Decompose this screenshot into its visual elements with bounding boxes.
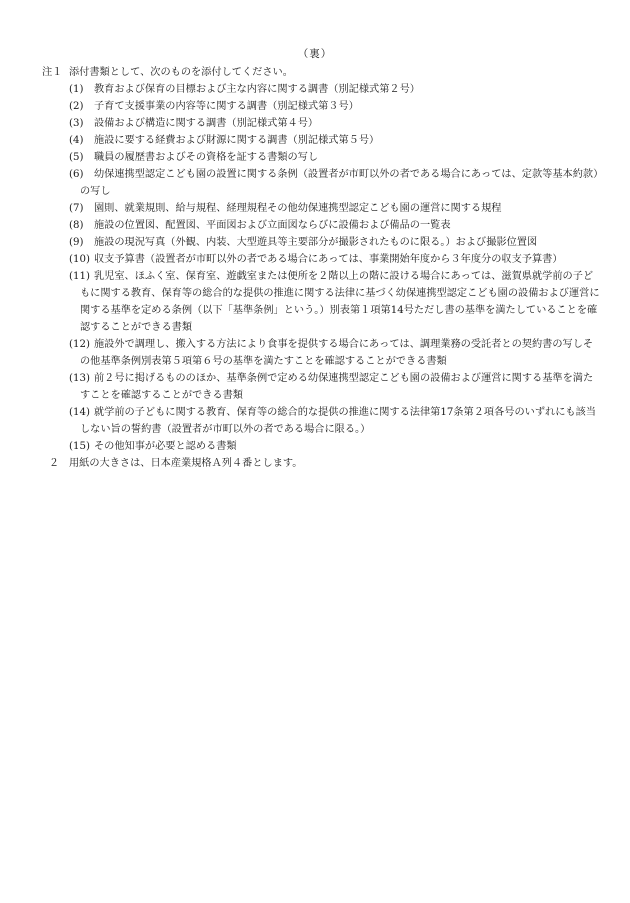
attachment-item xyxy=(42,268,602,336)
item-text: 施設に要する経費および財源に関する調書（別記様式第５号） xyxy=(94,135,380,146)
item-text: 施設の現況写真（外観、内装、大型遊具等主要部分が撮影されたものに限る。）および撮影位置図 xyxy=(94,237,538,248)
attachment-item xyxy=(42,200,602,217)
item-number: (4) xyxy=(69,135,84,146)
attachment-item xyxy=(42,98,602,115)
attachment-item xyxy=(42,81,602,98)
item-text: 前２号に掲げるもののほか、基準条例で定める幼保連携型認定こども園の設備および運営に関する基準を満たすことを確認することができる書類 xyxy=(80,373,594,401)
item-number: (9) xyxy=(69,237,84,248)
item-text: 収支予算書（設置者が市町以外の者である場合にあっては、事業開始年度から３年度分の収支予算書） xyxy=(94,254,563,265)
notes-section xyxy=(42,64,602,472)
item-number: (5) xyxy=(69,152,84,163)
note-1-tag: 注１ xyxy=(42,67,63,78)
item-text: 幼保連携型認定こども園の設置に関する条例（設置者が市町以外の者である場合にあっては、定款等基本約款）の写し xyxy=(80,169,599,197)
item-number: (7) xyxy=(69,203,84,214)
attachment-item xyxy=(42,115,602,132)
attachment-item xyxy=(42,370,602,404)
attachment-item xyxy=(42,234,602,251)
note-1-intro-text: 添付書類として、次のものを添付してください。 xyxy=(69,67,293,78)
attachment-item xyxy=(42,166,602,200)
attachment-item xyxy=(42,404,602,438)
item-text: 施設外で調理し、搬入する方法により食事を提供する場合にあっては、調理業務の受託者との契約書の写しその他基準条例別表第５項第６号の基準を満たすことを確認することができる書類 xyxy=(80,339,594,367)
item-number: (15) xyxy=(69,441,90,452)
item-text: 設備および構造に関する調書（別記様式第４号） xyxy=(94,118,319,129)
item-number: (11) xyxy=(69,271,90,282)
item-text: 教育および保育の目標および主な内容に関する調書（別記様式第２号） xyxy=(94,84,420,95)
item-text: 職員の履歴書およびその資格を証する書類の写し xyxy=(94,152,319,163)
note-2-text: 用紙の大きさは、日本産業規格Ａ列４番とします。 xyxy=(69,458,303,469)
item-text: 乳児室、ほふく室、保育室、遊戯室または便所を２階以上の階に設ける場合にあっては、滋賀県就学前の子どもに関する教育、保育等の総合的な提供の推進に関する法律に基づく幼保連携型認定こども園の設備および運営に関する基準を定める条例（以下「基準条例」という。）別表第１項第14号ただし書の基準を満たしていることを確認することができる書類 xyxy=(80,271,600,333)
item-number: (14) xyxy=(69,407,90,418)
item-number: (12) xyxy=(69,339,90,350)
attachment-item xyxy=(42,251,602,268)
item-text: その他知事が必要と認める書類 xyxy=(94,441,237,452)
note-1-intro xyxy=(42,64,602,81)
attachment-item xyxy=(42,336,602,370)
item-number: (10) xyxy=(69,254,90,265)
item-number: (8) xyxy=(69,220,84,231)
item-text: 就学前の子どもに関する教育、保育等の総合的な提供の推進に関する法律第17条第２項各号のいずれにも該当しない旨の誓約書（設置者が市町以外の者である場合に限る。） xyxy=(80,407,596,435)
item-number: (3) xyxy=(69,118,84,129)
item-number: (1) xyxy=(69,84,84,95)
attachment-item xyxy=(42,438,602,455)
item-text: 子育て支援事業の内容等に関する調書（別記様式第３号） xyxy=(94,101,359,112)
note-2-tag: ２ xyxy=(48,458,59,469)
note-2 xyxy=(42,455,602,472)
item-number: (6) xyxy=(69,169,84,180)
attachment-item xyxy=(42,132,602,149)
attachment-item xyxy=(42,217,602,234)
attachment-item xyxy=(42,149,602,166)
page-side-label: （裏） xyxy=(297,48,333,60)
item-number: (13) xyxy=(69,373,90,384)
item-text: 園則、就業規則、給与規程、経理規程その他幼保連携型認定こども園の運営に関する規程 xyxy=(94,203,502,214)
item-text: 施設の位置図、配置図、平面図および立面図ならびに設備および備品の一覧表 xyxy=(94,220,451,231)
item-number: (2) xyxy=(69,101,84,112)
